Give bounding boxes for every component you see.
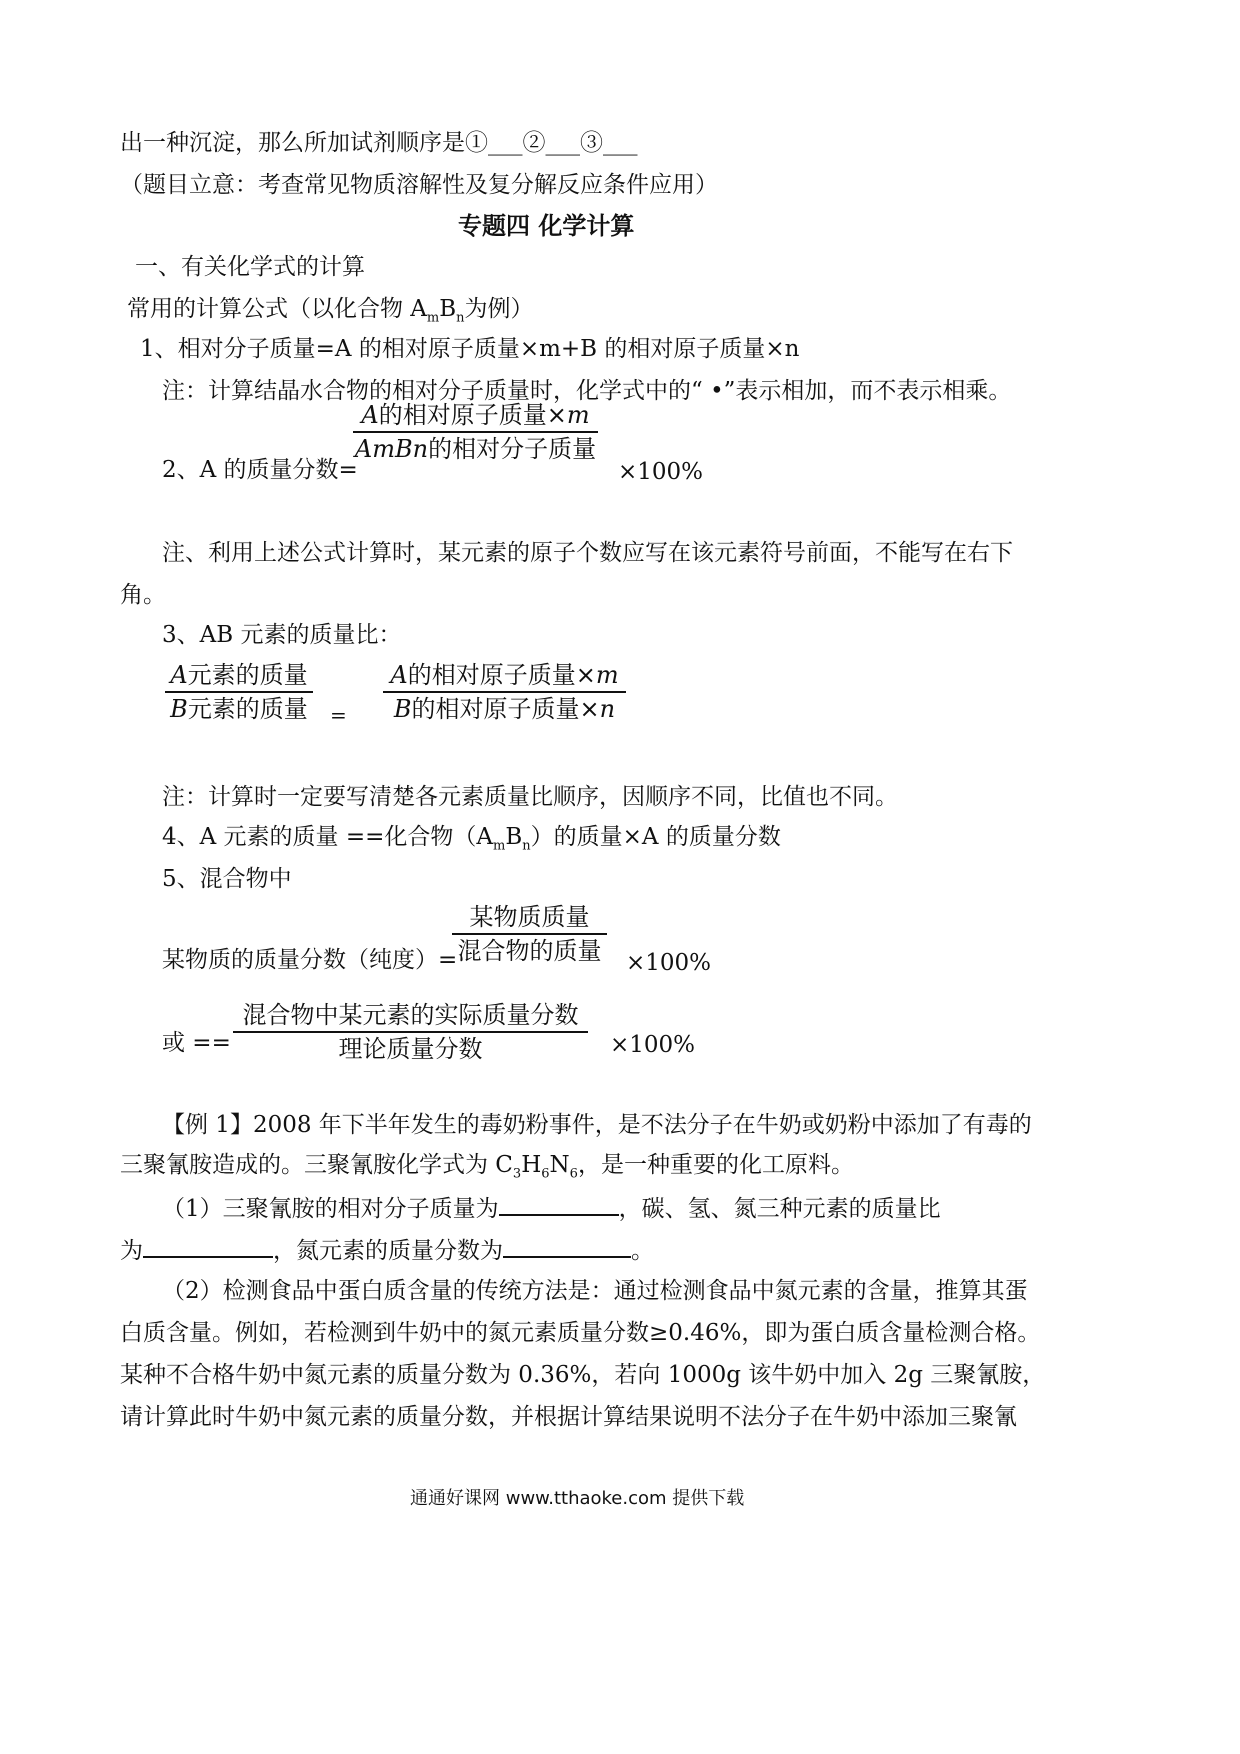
answer-blank[interactable] — [499, 1192, 619, 1216]
text-line: 出一种沉淀，那么所加试剂顺序是①___②___③___ — [120, 130, 638, 156]
equals-sign: = — [330, 703, 347, 727]
question-line: 白质含量。例如，若检测到牛奶中的氮元素质量分数≥0.46%，即为蛋白质含量检测合格。 — [120, 1320, 1041, 1346]
multiplier: ×100% — [626, 950, 712, 976]
text-line: 常用的计算公式（以化合物 $A_mB_n$为例） — [127, 296, 534, 326]
question-line: 请计算此时牛奶中氮元素的质量分数，并根据计算结果说明不法分子在牛奶中添加三聚氰 — [120, 1404, 1017, 1430]
note-line: 角。 — [120, 582, 166, 608]
answer-blank[interactable] — [143, 1234, 273, 1258]
formula-label: 某物质的质量分数（纯度）= — [162, 947, 458, 973]
section-title: 专题四 化学计算 — [458, 212, 635, 240]
formula-label: 2、A 的质量分数= — [162, 457, 358, 483]
purity-formula: 某物质质量 混合物的质量 — [452, 902, 607, 966]
text-line: （题目立意：考查常见物质溶解性及复分解反应条件应用） — [120, 172, 718, 198]
purity-formula-alt: 混合物中某元素的实际质量分数 理论质量分数 — [233, 1000, 588, 1064]
note-line: 注、利用上述公式计算时，某元素的原子个数应写在该元素符号前面，不能写在右下 — [162, 540, 1013, 566]
multiplier: ×100% — [610, 1032, 696, 1058]
note-line: 注：计算时一定要写清楚各元素质量比顺序，因顺序不同，比值也不同。 — [162, 784, 898, 810]
formula-label: 3、AB 元素的质量比： — [162, 622, 402, 648]
question-line: （2）检测食品中蛋白质含量的传统方法是：通过检测食品中氮元素的含量，推算其蛋 — [162, 1278, 1028, 1304]
section-heading: 一、有关化学式的计算 — [135, 254, 365, 280]
formula-line: 5、混合物中 — [162, 866, 292, 892]
multiplier: ×100% — [618, 459, 704, 485]
question-line: （1）三聚氰胺的相对分子质量为 ，碳、氢、氮三种元素的质量比 — [162, 1192, 941, 1224]
answer-blank[interactable] — [503, 1234, 631, 1258]
formula-label: 或 == — [162, 1030, 231, 1056]
question-line: 某种不合格牛奶中氮元素的质量分数为 0.36%，若向 1000g 该牛奶中加入 2g 三聚氰胺， — [120, 1362, 1046, 1388]
note-line: 注：计算结晶水合物的相对分子质量时，化学式中的“ •”表示相加，而不表示相乘。 — [162, 378, 1012, 404]
mass-fraction-formula: A的相对原子质量×m AmBn的相对分子质量 — [354, 401, 597, 463]
mass-ratio-left: A元素的质量 B元素的质量 — [165, 660, 313, 724]
formula-line: 1、相对分子质量=A 的相对原子质量×m+B 的相对原子质量×n — [140, 336, 800, 362]
formula-line: 4、A 元素的质量 ==化合物$(A_mB_n)$的质量×A 的质量分数 — [162, 824, 781, 854]
example-line: 【例 1】2008 年下半年发生的毒奶粉事件，是不法分子在牛奶或奶粉中添加了有毒的 — [162, 1112, 1032, 1138]
page-footer: 通通好课网 www.tthaoke.com 提供下载 — [410, 1488, 745, 1509]
question-line: 为 ，氮元素的质量分数为 。 — [120, 1234, 654, 1266]
example-line: 三聚氰胺造成的。三聚氰胺化学式为 $C_3H_6N_6$，是一种重要的化工原料。 — [120, 1152, 854, 1182]
mass-ratio-right: A的相对原子质量×m B的相对原子质量×n — [383, 660, 626, 724]
